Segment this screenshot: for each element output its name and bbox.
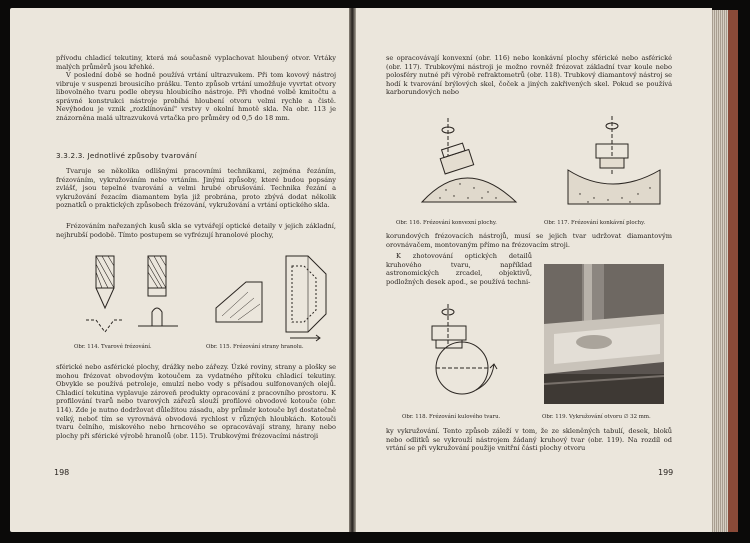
figure-caption: Obr. 119. Vykružování otvoru ∅ 32 mm. <box>542 414 651 420</box>
page-number: 198 <box>54 468 70 477</box>
paragraph: ky vykružování. Tento způsob záleží v tom, že ze skleněných tabulí, desek, bloků nebo odlitků se vykrouží nástrojem žádaný kruhový tvar (obr. 119). Na rozdíl od vrtání se při vykružování použije vnitřní části plochy otvoru <box>386 427 672 453</box>
figure-119-photo <box>544 264 664 404</box>
figure-114-shape-milling <box>78 250 188 340</box>
figure-117-concave-milling <box>560 114 670 210</box>
paragraph: Frézováním nařezaných kusů skla se vytvářejí optické detaily v jejich základní, nejhrubší podobě. Tímto postupem se vyfrézují hranolové plochy, <box>56 222 336 239</box>
figure-caption: Obr. 116. Frézování konvexní plochy. <box>396 220 497 226</box>
paragraph: K zhotovování optických detailů kruhového tvaru, například astronomických zrcadel, objektivů, podložných desek apod., se používá techni- <box>386 252 532 286</box>
paragraph: se opracovávají konvexní (obr. 116) nebo konkávní plochy sférické nebo asférické (obr. 117). Trubkovými nástroji je možno rovněž frézovat základní tvar koule nebo polosféry nutné při výrobě refraktometrů (obr. 118). Trubkový diamantový nástroj se hodí k tvarování brýlových skel, čoček a jiných zakřivených skel. Pokud se používá karborundových nebo <box>386 54 672 97</box>
figure-116-convex-milling <box>416 114 526 210</box>
paragraph: korundových frézovacích nástrojů, musí se jejich tvar udržovat diamantovým orovnávačem, montovaným přímo na frézovacím stroji. <box>386 232 672 249</box>
figure-caption: Obr. 114. Tvarové frézování. <box>74 344 152 350</box>
figure-115-prism-side-milling <box>208 246 338 342</box>
right-page <box>356 8 712 532</box>
section-heading: 3.3.2.3. Jednotlivé způsoby tvarování <box>56 151 197 160</box>
figure-caption: Obr. 115. Frézování strany hranolu. <box>206 344 304 350</box>
book-cover-edge <box>728 10 738 532</box>
paragraph: Tvaruje se několika odlišnými pracovními technikami, zejména řezáním, frézováním, vykružováním nebo vrtáním. Jinými způsoby, které budou popsány zvlášť, jsou tepelné tvarování a velmi hrubé obrušování. Technika řezání a vykružování řezacím diamantem byla již probrána, proto zbývá dodat několik poznatků o praktických způsobech frézování, vykružování a vrtání optického skla. <box>56 167 336 210</box>
left-page <box>10 8 349 532</box>
paragraph: sférické nebo asférické plochy, drážky nebo zářezy. Úzké roviny, strany a plošky se mohou frézovat obvodovým kotoučem za vydatného přítoku chladicí tekutiny. Obvykle se používá petroleje, emulzí nebo vody s přísadou sulfonovaných olejů. Chladicí tekutina vyplavuje zároveň produkty opracování z pracovního prostoru. K profilování tvarů nebo tvarových zářezů slouží profilové obvodové kotouče (obr. 114). Zde je nutno dodržovat důležitou zásadu, aby průměr kotouče byl dostatečně velký, neboť tím se vyrovnává obvodová rychlost v různých hloubkách. Kotouči tvaru čelního, miskového nebo hrncového se opracovávají strany, hrany nebo plochy při sférické výrobě hranolů (obr. 115). Trubkovými frézovacími nástroji <box>56 363 336 440</box>
paragraph: přívodu chladicí tekutiny, která má současně vyplachovat hloubený otvor. Vrtáky malých průměrů jsou křehké. <box>56 54 336 71</box>
figure-caption: Obr. 117. Frézování konkávní plochy. <box>544 220 646 226</box>
figure-118-sphere-milling <box>418 302 528 398</box>
figure-caption: Obr. 118. Frézování kulového tvaru. <box>402 414 501 420</box>
paragraph: V poslední době se hodně používá vrtání ultrazvukem. Při tom kovový nástroj vibruje v suspenzi brousicího prášku. Tento způsob vrtání umožňuje vyvrtat otvory libovolného tvaru podle obrysu hloubicího nástroje. Při vhodné volbě kmitočtu a správné konstrukci nástroje probíhá hloubení otvoru velmi rychle a čistě. Nevýhodou je vznik „rozklínování" vrstvy v okolní hmotě skla. Na obr. 113 je znázorněna malá ultrazvuková vrtačka pro průměry od 0,5 do 18 mm. <box>56 71 336 122</box>
page-number: 199 <box>658 468 674 477</box>
